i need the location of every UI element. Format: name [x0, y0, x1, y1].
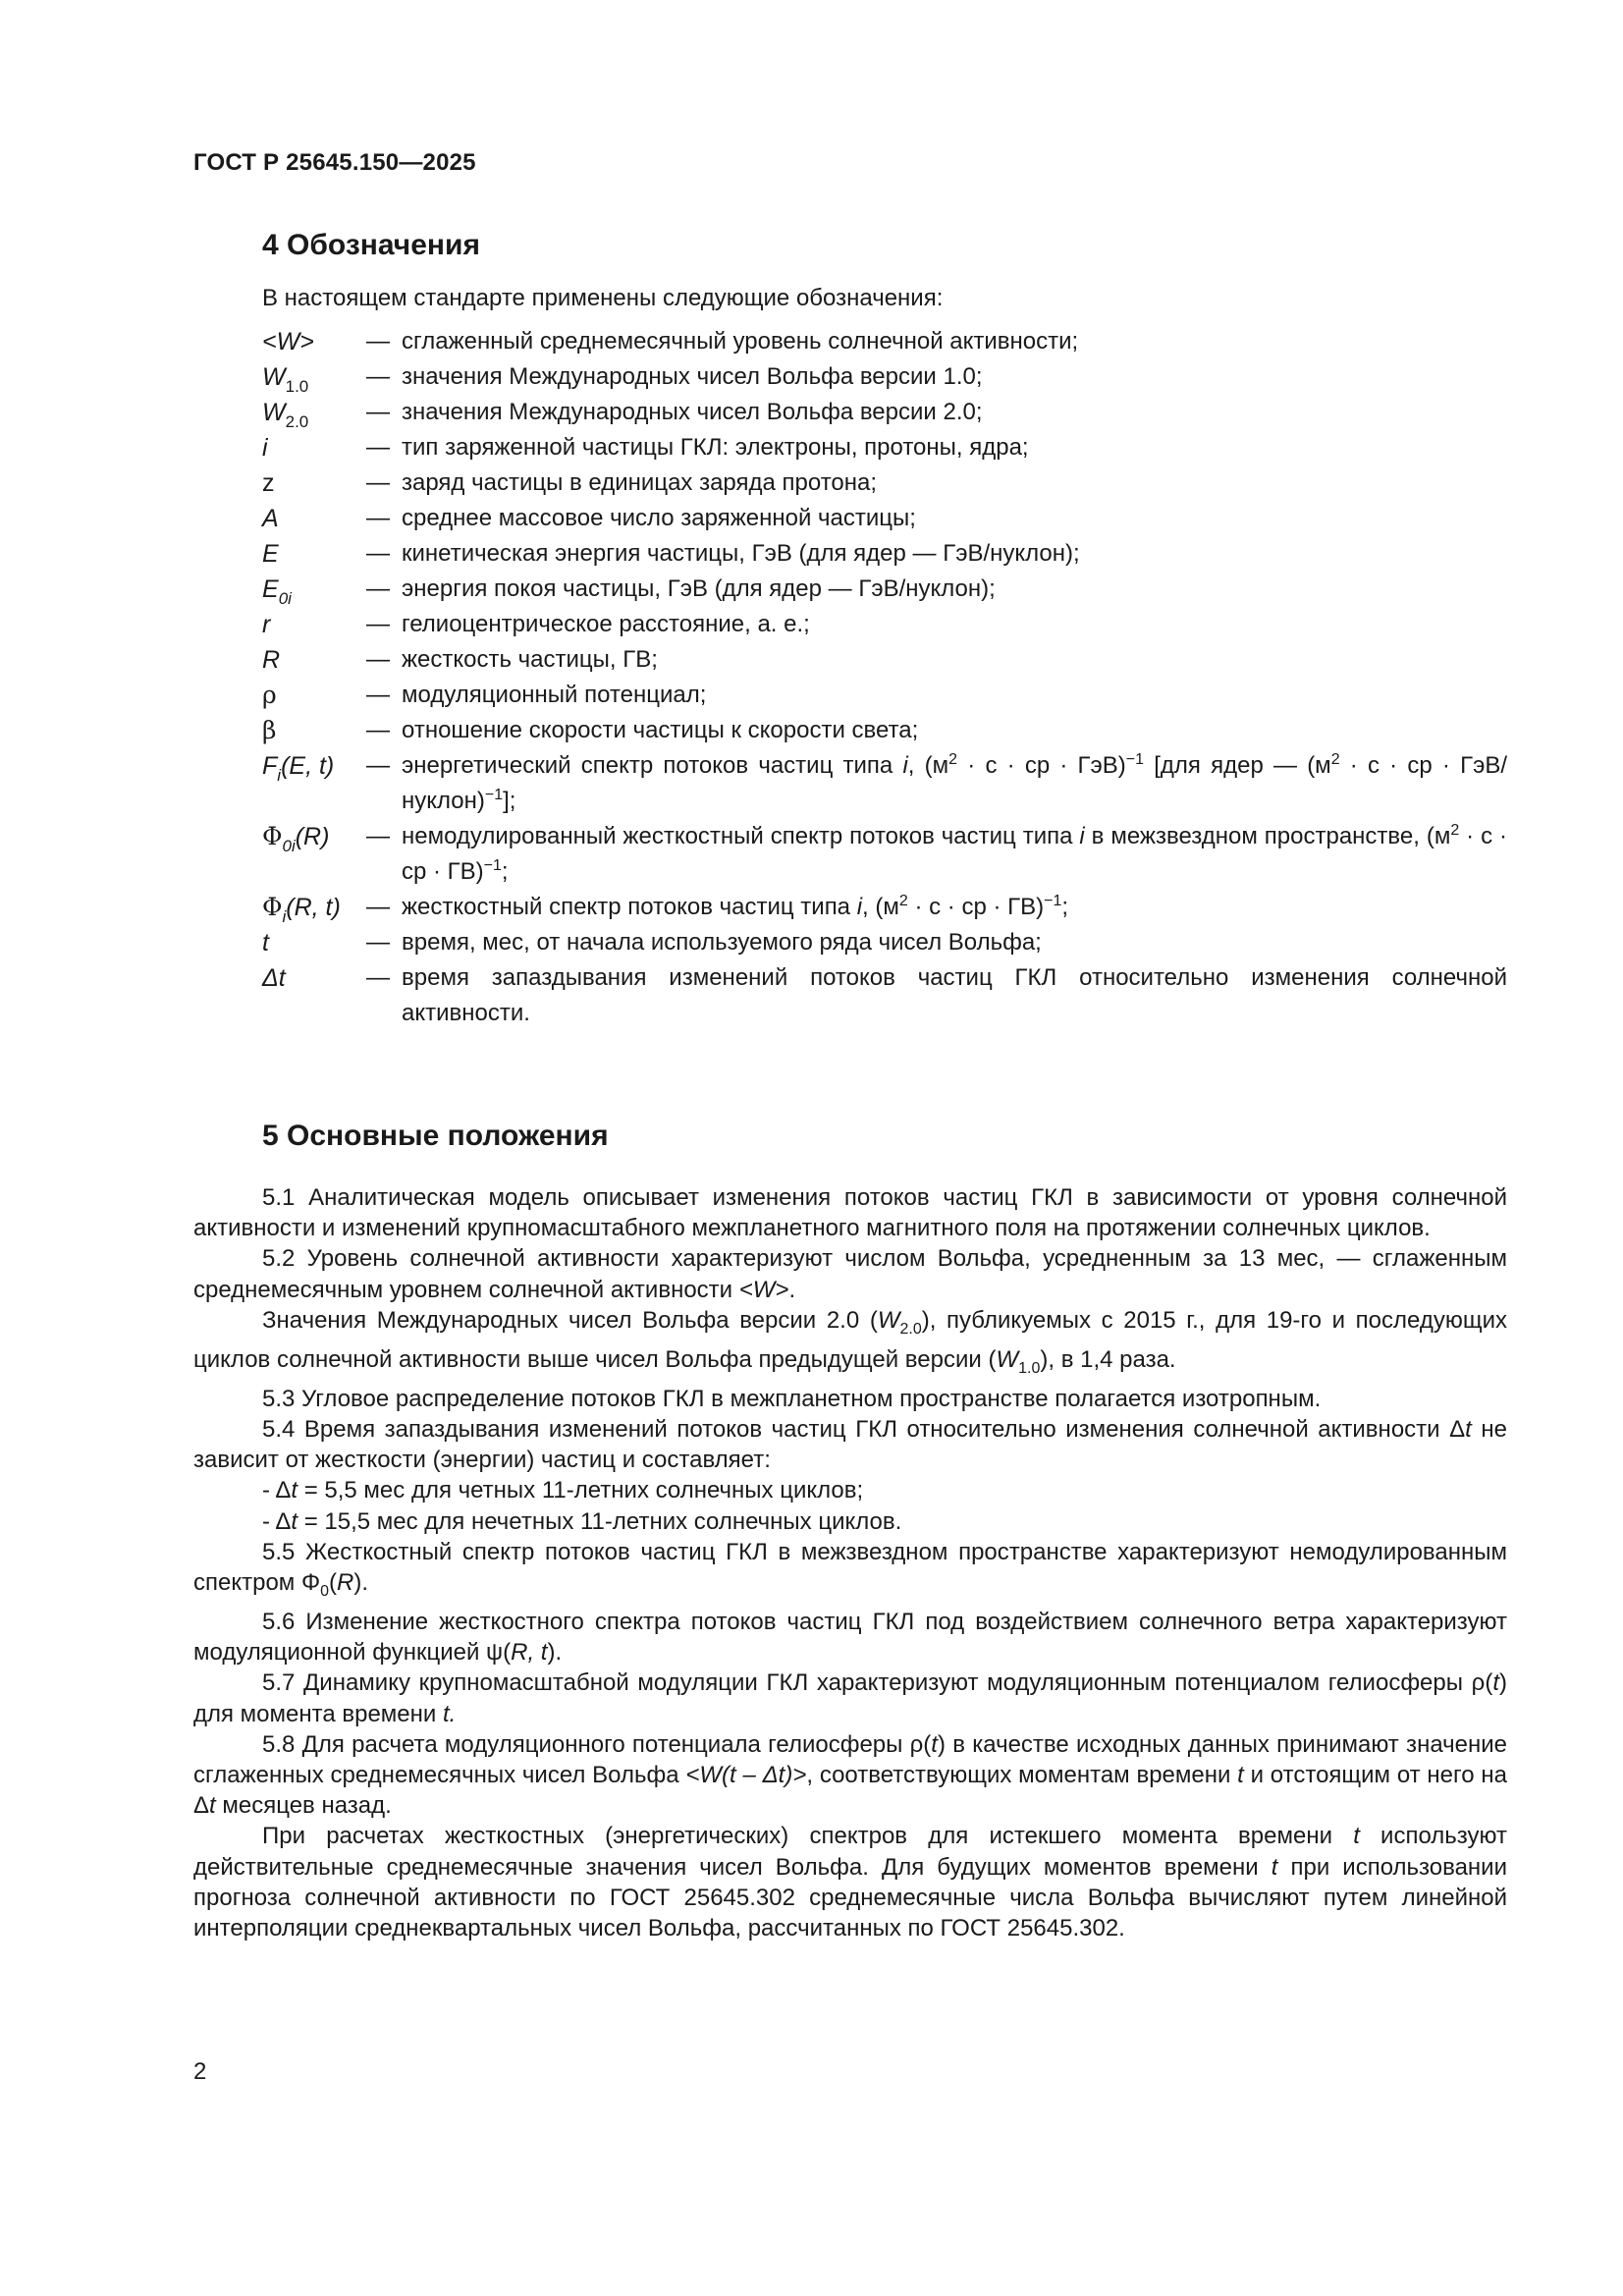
definition-symbol: $\Phi_i(R$, t)	[262, 893, 341, 926]
definition-dash: —	[366, 823, 390, 849]
definition-symbol: β	[262, 716, 277, 744]
definition-row	[262, 430, 1507, 465]
paragraph-5-5: 5.5 Жесткостный спектр потоков частиц ГКЛ в межзвездном пространстве характеризуют немодулированным спектром $\Phi_0(R)$.	[193, 1538, 1507, 1600]
list-item: - Δt = 15,5 мес для нечетных 11-летних солнечных циклов.	[262, 1507, 902, 1535]
definition-dash: —	[366, 717, 390, 743]
document-code: ГОСТ Р 25645.150—2025	[193, 149, 476, 176]
definition-dash: —	[366, 682, 390, 708]
definition-row	[262, 501, 1507, 536]
definition-symbol: R	[262, 646, 281, 674]
definition-text: отношение скорости частицы к скорости света;	[402, 717, 919, 743]
paragraph-5-3: 5.3 Угловое распределение потоков ГКЛ в межпланетном пространстве полагается изотропным.	[262, 1385, 1322, 1412]
definition-symbol: <W>	[262, 328, 314, 355]
definition-row	[262, 713, 1507, 748]
definition-dash: —	[366, 540, 390, 567]
definition-text: тип заряженной частицы ГКЛ: электроны, протоны, ядра;	[402, 434, 1029, 461]
definition-dash: —	[366, 894, 390, 920]
definition-text: среднее массовое число заряженной частицы;	[402, 505, 916, 531]
definition-dash: —	[366, 611, 390, 637]
definition-symbol: z	[262, 469, 275, 497]
definition-text: модуляционный потенциал;	[402, 682, 707, 708]
definition-symbol: t	[262, 929, 269, 957]
definition-row	[262, 925, 1507, 960]
paragraph-5-2-note: Значения Международных чисел Вольфа версии 2.0 $(W_{2.0})$, публикуемых с 2015 г., для 19-го и последующих циклов солнечной активности выше чисел Вольфа предыдущей версии $(W_{1.0})$, в 1,4 раза.	[193, 1306, 1507, 1377]
paragraph-5-8-note: При расчетах жесткостных (энергетических) спектров для истекшего момента времени t используют действительные среднемесячные значения чисел Вольфа. Для будущих моментов времени t при использовании прогноза солнечной активности по ГОСТ 25645.302 среднемесячные числа Вольфа вычисляют путем линейной интерполяции среднеквартальных чисел Вольфа, рассчитанных по ГОСТ 25645.302.	[193, 1823, 1507, 1942]
definition-row	[262, 960, 1507, 1031]
definition-text: кинетическая энергия частицы, ГэВ (для ядер — ГэВ/нуклон);	[402, 540, 1080, 567]
definitions-list	[262, 324, 1507, 1031]
definition-text: время запаздывания изменений потоков частиц ГКЛ относительно изменения солнечной активности.	[402, 964, 1507, 1026]
definition-text: заряд частицы в единицах заряда протона;	[402, 469, 878, 496]
definition-row	[262, 465, 1507, 501]
paragraph-5-6: 5.6 Изменение жесткостного спектра потоков частиц ГКЛ под воздействием солнечного ветра характеризуют модуляционной функцией ψ(R, t).	[193, 1609, 1507, 1667]
definition-text: немодулированный жесткостный спектр потоков частиц типа i в межзвездном пространстве, ($м^2 \cdot с$ · ср · ГВ)$^{-1}$;	[402, 822, 1507, 885]
definition-dash: —	[366, 328, 390, 355]
definition-row	[262, 819, 1507, 890]
definition-text: значения Международных чисел Вольфа версии 2.0;	[402, 399, 983, 425]
definitions-intro: В настоящем стандарте применены следующие обозначения:	[262, 285, 944, 311]
paragraph-5-8: 5.8 Для расчета модуляционного потенциала гелиосферы ρ(t) в качестве исходных данных принимают значение сглаженных среднемесячных чисел Вольфа <W(t – Δt)>, соответствующих моментам времени t и отстоящим от него на Δt месяцев назад.	[193, 1730, 1507, 1820]
definition-symbol: A	[262, 505, 279, 532]
definition-row	[262, 890, 1507, 925]
definition-dash: —	[366, 646, 390, 673]
definition-row	[262, 359, 1507, 395]
definition-row	[262, 536, 1507, 572]
definition-symbol: r	[262, 611, 271, 638]
definition-dash: —	[366, 964, 390, 991]
definition-row	[262, 748, 1507, 819]
definition-dash: —	[366, 399, 390, 425]
page-number: 2	[193, 2058, 207, 2085]
paragraph-5-2: 5.2 Уровень солнечной активности характеризуют числом Вольфа, усредненным за 13 мес, — сглаженным среднемесячным уровнем солнечной активности <W>.	[193, 1245, 1507, 1303]
section-4-title: 4 Обозначения	[262, 229, 480, 261]
definition-row	[262, 395, 1507, 430]
definition-symbol: E	[262, 540, 279, 568]
definition-text: жесткость частицы, ГВ;	[402, 646, 658, 673]
definition-row	[262, 642, 1507, 678]
definition-text: сглаженный среднемесячный уровень солнечной активности;	[402, 328, 1079, 355]
definition-dash: —	[366, 363, 390, 390]
definition-row	[262, 572, 1507, 607]
definition-row	[262, 678, 1507, 713]
definition-dash: —	[366, 469, 390, 496]
paragraph-5-7: 5.7 Динамику крупномасштабной модуляции ГКЛ характеризуют модуляционным потенциалом гелиосферы ρ(t) для момента времени t.	[193, 1669, 1507, 1727]
definition-symbol: $W_{2.0}$	[262, 399, 309, 431]
definition-symbol: $\Phi_{0i}(R)$	[262, 822, 330, 855]
definition-dash: —	[366, 434, 390, 461]
definition-text: энергетический спектр потоков частиц типа i, ($м^2 \cdot с$ · ср · ГэВ)$^{-1}$ [для ядер — ($м^2 \cdot с$ · ср · ГэВ/нуклон)$^{-1}$];	[402, 751, 1508, 814]
definition-symbol: i	[262, 434, 268, 462]
definition-symbol: $W_{1.0}$	[262, 363, 309, 396]
definition-row	[262, 324, 1507, 359]
definition-text: значения Международных чисел Вольфа версии 1.0;	[402, 363, 983, 390]
list-item: - Δt = 5,5 мес для четных 11-летних солнечных циклов;	[262, 1477, 864, 1504]
definition-symbol: $F_i(E$, t)	[262, 752, 335, 785]
definition-text: гелиоцентрическое расстояние, а. е.;	[402, 611, 810, 637]
definition-text: энергия покоя частицы, ГэВ (для ядер — ГэВ/нуклон);	[402, 575, 996, 602]
definition-symbol: $E_{0i}$	[262, 575, 292, 608]
definition-symbol: Δt	[262, 964, 286, 992]
definition-text: жесткостный спектр потоков частиц типа i, ($м^2 \cdot с$ · ср · ГВ)$^{-1}$;	[402, 893, 1069, 920]
paragraph-5-4: 5.4 Время запаздывания изменений потоков частиц ГКЛ относительно изменения солнечной активности Δt не зависит от жесткости (энергии) частиц и составляет:	[193, 1416, 1507, 1474]
definition-dash: —	[366, 752, 390, 779]
definition-text: время, мес, от начала используемого ряда чисел Вольфа;	[402, 929, 1042, 956]
definition-row	[262, 607, 1507, 642]
definition-dash: —	[366, 929, 390, 956]
definition-dash: —	[366, 505, 390, 531]
section-5-body	[193, 1182, 1507, 1943]
paragraph-5-1: 5.1 Аналитическая модель описывает изменения потоков частиц ГКЛ в зависимости от уровня солнечной активности и изменений крупномасштабного межпланетного магнитного поля на протяжении солнечных циклов.	[193, 1184, 1507, 1242]
definition-dash: —	[366, 575, 390, 602]
section-5-title: 5 Основные положения	[262, 1120, 609, 1152]
definition-symbol: ρ	[262, 681, 277, 709]
